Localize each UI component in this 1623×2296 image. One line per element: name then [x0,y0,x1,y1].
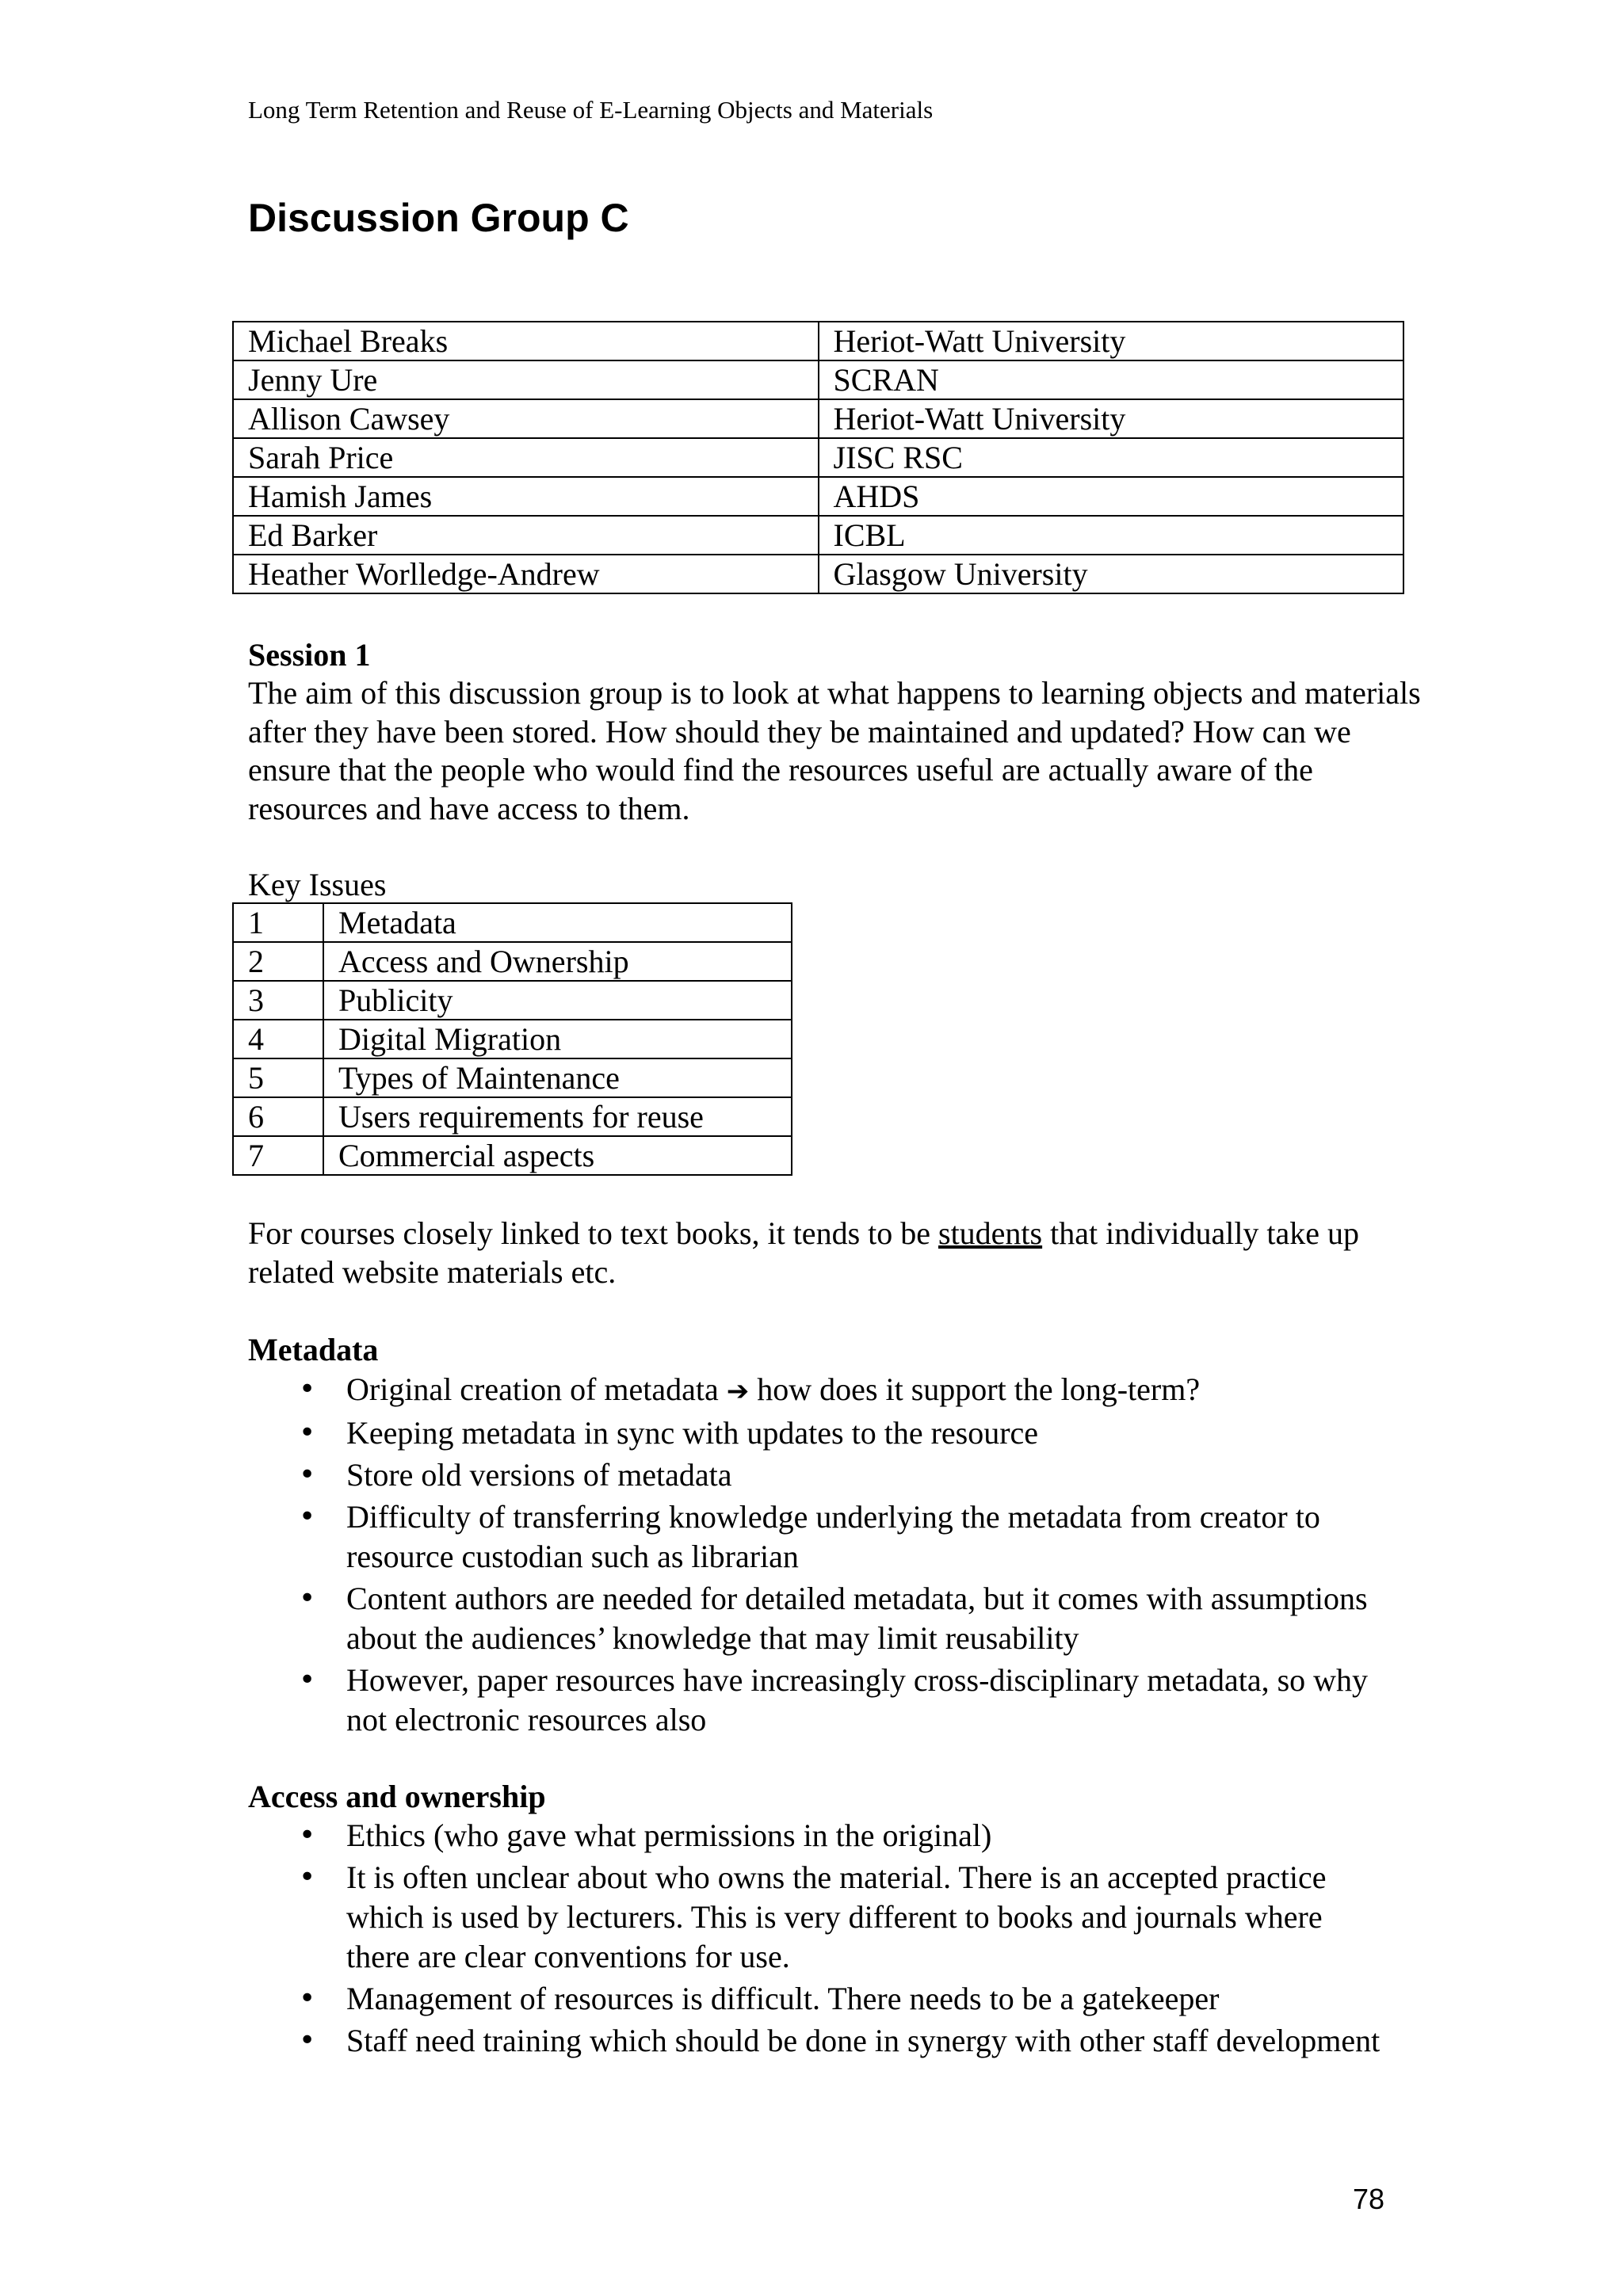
session-intro-paragraph: The aim of this discussion group is to look at what happens to learning objects and materials after they have been stored. How should they be maintained and updated? How can we ensure that the people who would find the resources useful are actually aware of the resources and have access to them. [248,675,1421,826]
issue-number-cell: 1 [233,903,323,942]
running-header: Long Term Retention and Reuse of E-Learning Objects and Materials [248,96,934,124]
bullet-icon: • [299,1664,316,1696]
list-item-text: Difficulty of transferring knowledge underlying the metadata from creator to resource custodian such as librarian [346,1499,1320,1574]
page-title: Discussion Group C [248,196,629,240]
participant-name-cell: Hamish James [233,477,819,516]
list-item [248,1413,1389,1453]
participant-name-cell: Heather Worlledge-Andrew [233,555,819,593]
list-item [248,1370,1389,1411]
bullet-icon: • [299,1501,316,1533]
page-number: 78 [1353,2183,1385,2215]
issue-text-cell: Metadata [323,903,792,942]
table-row [233,555,1403,593]
participant-organisation-cell: AHDS [819,477,1404,516]
issue-text-cell: Users requirements for reuse [323,1097,792,1136]
right-arrow-icon: ➔ [726,1375,750,1407]
table-row [233,399,1403,438]
table-row [233,322,1403,360]
issue-number-cell: 3 [233,981,323,1020]
bullet-icon: • [299,1373,316,1405]
list-item [248,1455,1389,1495]
list-item-text: Keeping metadata in sync with updates to the resource [346,1415,1039,1451]
issue-text-cell: Access and Ownership [323,942,792,981]
metadata-first-item-text-before: Original creation of metadata [346,1371,727,1407]
issue-text-cell: Commercial aspects [323,1136,792,1175]
participant-organisation-cell: Glasgow University [819,555,1404,593]
table-row [233,1058,792,1097]
session-heading: Session 1 [248,637,371,673]
bullet-icon: • [299,1459,316,1491]
list-item [248,2021,1389,2061]
list-item-text: However, paper resources have increasingly cross-disciplinary metadata, so why not electronic resources also [346,1662,1369,1737]
access-section-heading: Access and ownership [248,1779,546,1814]
courses-note-paragraph [248,1215,1421,1291]
participant-organisation-cell: SCRAN [819,360,1404,399]
table-row [233,981,792,1020]
list-item-text: Staff need training which should be done in synergy with other staff development [346,2023,1381,2058]
table-row [233,1020,792,1058]
issue-number-cell: 2 [233,942,323,981]
bullet-icon: • [299,1582,316,1615]
issue-text-cell: Publicity [323,981,792,1020]
list-item-text: Ethics (who gave what permissions in the original) [346,1817,992,1853]
bullet-icon: • [299,1982,316,2015]
participant-name-cell: Ed Barker [233,516,819,555]
bullet-icon: • [299,1861,316,1894]
issue-text-cell: Types of Maintenance [323,1058,792,1097]
list-item [248,1497,1389,1577]
courses-note-text-before: For courses closely linked to text books, it tends to be [248,1215,938,1251]
list-item [248,1661,1389,1740]
metadata-section-heading: Metadata [248,1332,379,1367]
key-issues-label: Key Issues [248,867,387,902]
key-issues-table [232,902,792,1176]
participant-name-cell: Allison Cawsey [233,399,819,438]
list-item [248,1579,1389,1658]
metadata-bullet-list [248,1370,1389,1742]
participants-table [232,321,1404,594]
issue-number-cell: 7 [233,1136,323,1175]
table-row [233,477,1403,516]
table-row [233,903,792,942]
access-bullet-list [248,1816,1389,2063]
bullet-icon: • [299,1819,316,1852]
list-item-text: Management of resources is difficult. There needs to be a gatekeeper [346,1981,1220,2016]
participant-organisation-cell: JISC RSC [819,438,1404,477]
issue-number-cell: 4 [233,1020,323,1058]
table-row [233,360,1403,399]
table-row [233,1097,792,1136]
metadata-first-item-text-after: how does it support the long-term? [749,1371,1201,1407]
participant-name-cell: Jenny Ure [233,360,819,399]
key-issues-table-body [233,903,792,1175]
issue-number-cell: 5 [233,1058,323,1097]
bullet-icon: • [299,1417,316,1449]
participants-table-body [233,322,1403,593]
participant-name-cell: Sarah Price [233,438,819,477]
bullet-icon: • [299,2024,316,2057]
courses-note-text-after: that individually take up related website materials etc. [248,1215,1360,1290]
table-row [233,438,1403,477]
issue-text-cell: Digital Migration [323,1020,792,1058]
courses-note-underlined-word: students [938,1215,1043,1251]
participant-organisation-cell: Heriot-Watt University [819,322,1404,360]
list-item-text: Store old versions of metadata [346,1457,732,1493]
list-item [248,1858,1389,1977]
table-row [233,1136,792,1175]
table-row [233,942,792,981]
list-item-text: It is often unclear about who owns the material. There is an accepted practice which is used by lecturers. This is very different to books and journals where there are clear conventions for use. [346,1859,1327,1974]
list-item [248,1979,1389,2019]
list-item-text: Content authors are needed for detailed metadata, but it comes with assumptions about the audiences’ knowledge that may limit reusability [346,1581,1368,1656]
list-item [248,1816,1389,1855]
participant-organisation-cell: Heriot-Watt University [819,399,1404,438]
issue-number-cell: 6 [233,1097,323,1136]
participant-name-cell: Michael Breaks [233,322,819,360]
participant-organisation-cell: ICBL [819,516,1404,555]
table-row [233,516,1403,555]
